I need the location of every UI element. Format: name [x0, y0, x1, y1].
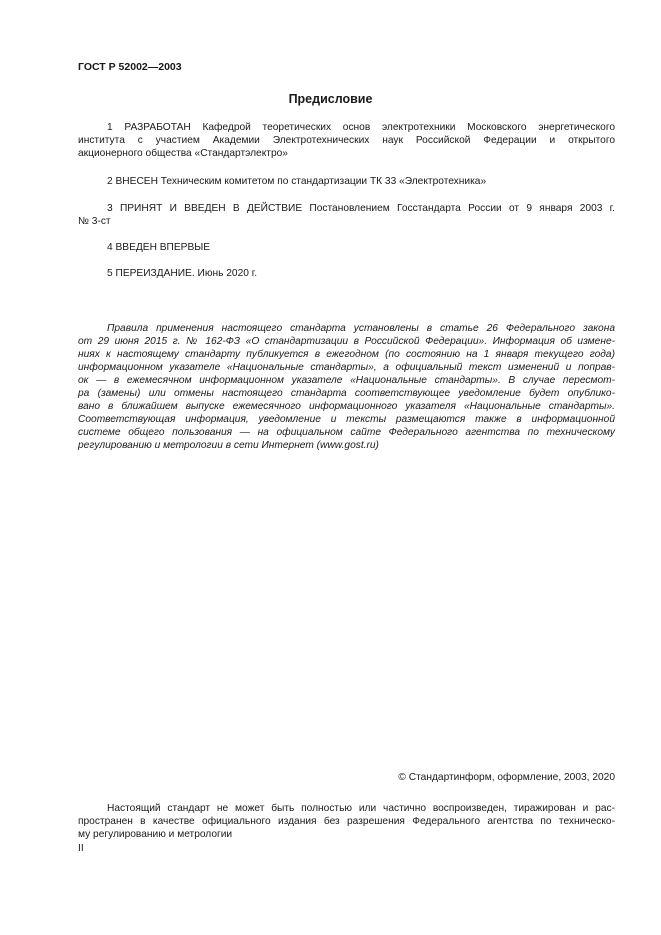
notice-line-9: системе общего пользования — на официальном сайте Федерального агентства по техническому [78, 427, 615, 438]
item-1-line-1: 1 РАЗРАБОТАН Кафедрой теоретических основ электротехники Московского энергетического [107, 122, 615, 133]
item-5-line-1: 5 ПЕРЕИЗДАНИЕ. Июнь 2020 г. [107, 268, 258, 279]
notice-line-6: ра (замены) или отмены настоящего стандарта соответствующее уведомление будет опублико- [78, 388, 615, 399]
copyright: © Стандартинформ, оформление, 2003, 2020 [398, 772, 615, 783]
item-3-line-2: № 3-ст [78, 216, 111, 227]
page-number: II [78, 843, 84, 854]
notice-line-5: ок — в ежемесячном информационном указателе «Национальные стандарты». В случае пересмот- [78, 375, 615, 386]
notice-line-10: регулированию и метрологии в сети Интернет (www.gost.ru) [78, 440, 379, 451]
document-id: ГОСТ Р 52002—2003 [78, 61, 182, 73]
notice-line-3: ниях к настоящему стандарту публикуется в ежегодном (по состоянию на 1 января текущего года) [78, 349, 615, 360]
footer-line-3: му регулированию и метрологии [78, 829, 233, 840]
item-2-line-1: 2 ВНЕСЕН Техническим комитетом по стандартизации ТК 33 «Электротехника» [107, 176, 487, 187]
notice-line-8: Соответствующая информация, уведомление и тексты размещаются также в информационной [78, 414, 615, 425]
item-1-line-2: института с участием Академии Электротехнических наук Российской Федерации и открытого [78, 135, 615, 146]
page-title: Предисловие [288, 92, 373, 106]
notice-line-7: вано в ближайшем выпуске ежемесячного информационного указателя «Национальные стандарты». [78, 401, 615, 412]
item-3-line-1: 3 ПРИНЯТ И ВВЕДЕН В ДЕЙСТВИЕ Постановлением Госстандарта России от 9 января 2003 г. [107, 203, 615, 214]
notice-line-2: от 29 июня 2015 г. № 162-ФЗ «О стандартизации в Российской Федерации». Информация об измене- [78, 336, 615, 347]
item-4-line-1: 4 ВВЕДЕН ВПЕРВЫЕ [107, 242, 211, 253]
footer-line-1: Настоящий стандарт не может быть полностью или частично воспроизведен, тиражирован и рас- [107, 803, 615, 814]
item-1-line-3: акционерного общества «Стандартэлектро» [78, 148, 288, 159]
notice-line-4: информационном указателе «Национальные стандарты», а официальный текст изменений и поправ- [78, 362, 615, 373]
notice-line-1: Правила применения настоящего стандарта установлены в статье 26 Федерального закона [107, 323, 615, 334]
footer-line-2: пространен в качестве официального издания без разрешения Федерального агентства по техническо- [78, 816, 615, 827]
